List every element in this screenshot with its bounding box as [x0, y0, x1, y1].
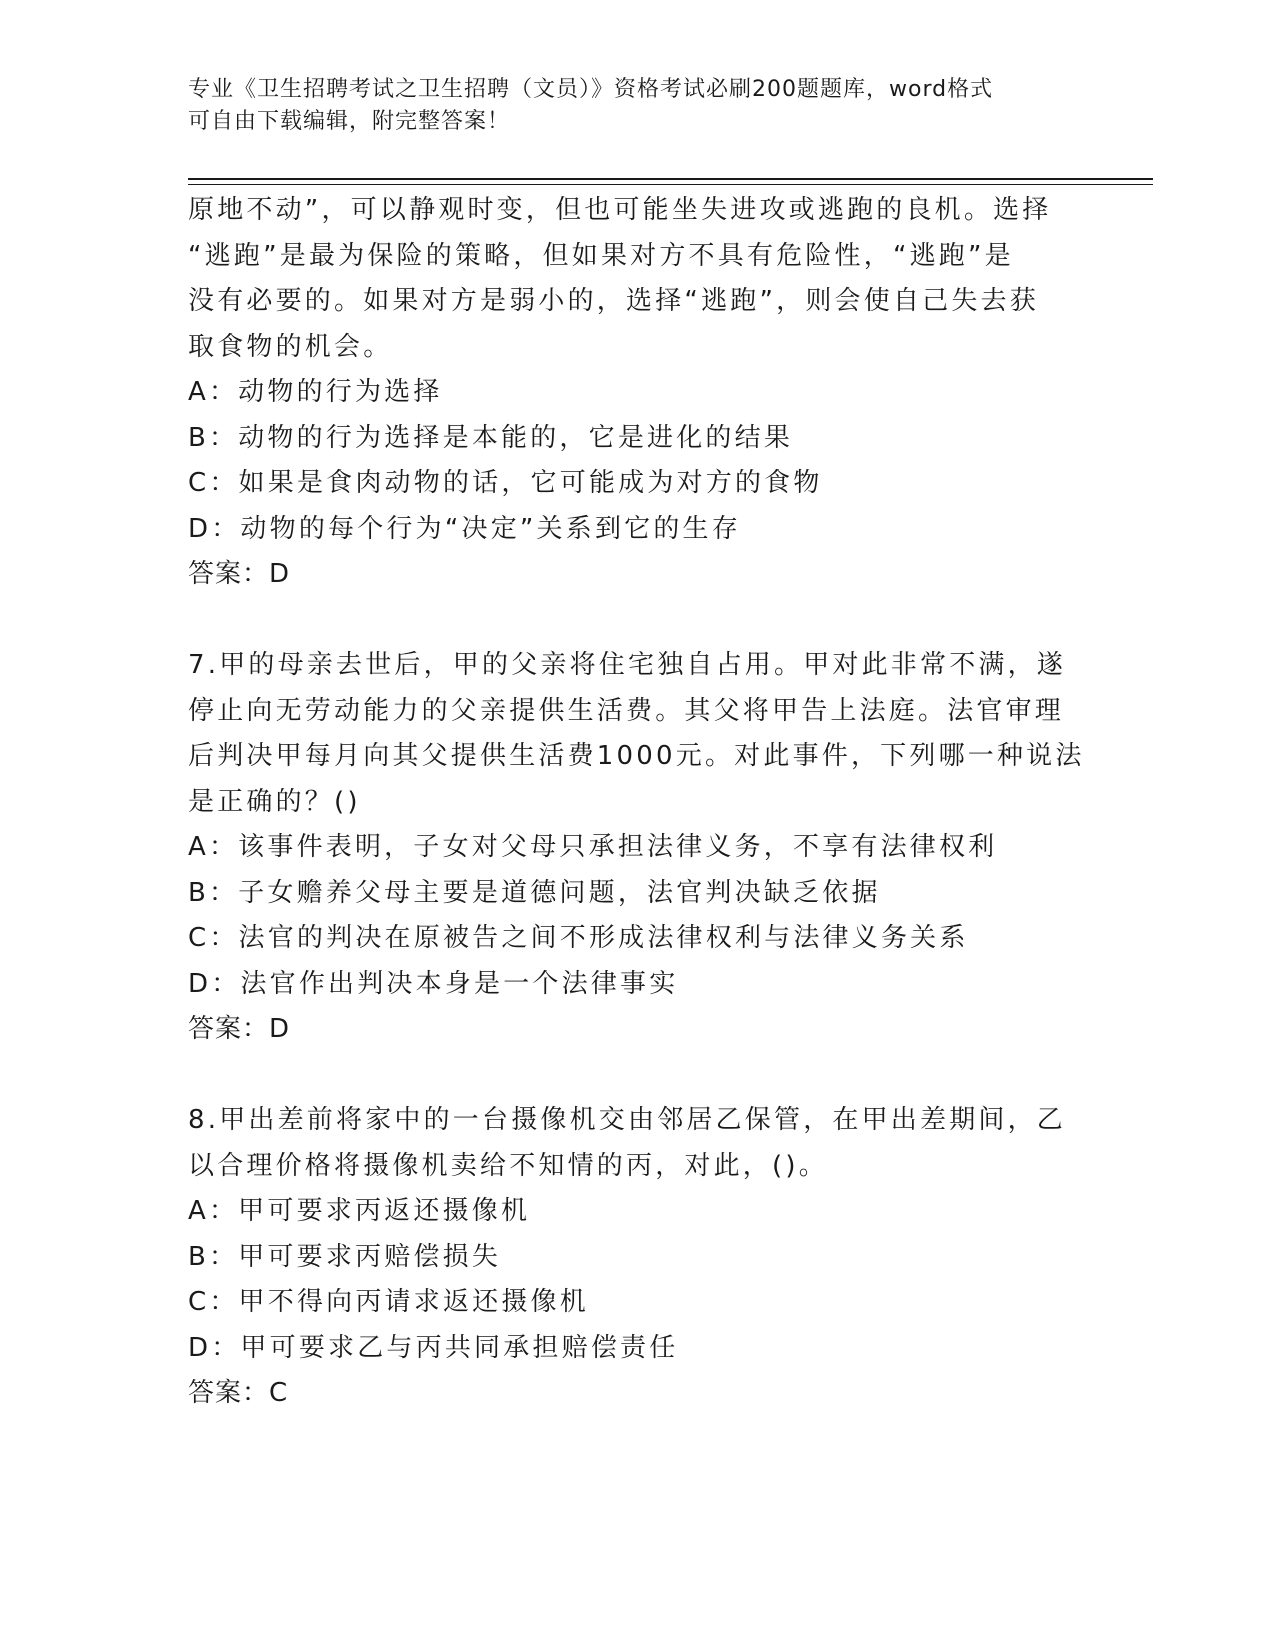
answer-line: 答案：C: [188, 1378, 289, 1408]
option-c: C：法官的判决在原被告之间不形成法律权利与法律义务关系: [188, 923, 969, 953]
option-d: D：法官作出判决本身是一个法律事实: [188, 968, 679, 999]
option-c: C：甲不得向丙请求返还摄像机: [188, 1287, 589, 1317]
header-divider-thin: [188, 184, 1153, 185]
question-text-line: 以合理价格将摄像机卖给不知情的丙，对此，()。: [188, 1150, 828, 1181]
question-6: [188, 188, 1088, 598]
question-text-line: 后判决甲每月向其父提供生活费1000元。对此事件，下列哪一种说法: [188, 741, 1085, 771]
header-divider-thick: [188, 178, 1153, 180]
question-spacer: [188, 598, 1088, 644]
option-a: A：该事件表明，子女对父母只承担法律义务，不享有法律权利: [188, 832, 998, 862]
option-a: A：动物的行为选择: [188, 377, 443, 407]
answer-line: 答案：D: [188, 559, 291, 589]
question-text-line: 没有必要的。如果对方是弱小的，选择“逃跑”，则会使自己失去获: [188, 286, 1039, 316]
question-text-line: 7.甲的母亲去世后，甲的父亲将住宅独自占用。甲对此非常不满，遂: [188, 650, 1067, 680]
question-text-line: “逃跑”是最为保险的策略，但如果对方不具有危险性，“逃跑”是: [188, 240, 1014, 271]
question-text-line: 取食物的机会。: [188, 331, 393, 362]
option-b: B：甲可要求丙赔偿损失: [188, 1241, 502, 1272]
question-text-line: 是正确的？(): [188, 786, 361, 817]
answer-line: 答案：D: [188, 1014, 291, 1044]
question-spacer: [188, 1053, 1088, 1099]
option-d: D：动物的每个行为“决定”关系到它的生存: [188, 513, 741, 544]
question-text-line: 8.甲出差前将家中的一台摄像机交由邻居乙保管，在甲出差期间，乙: [188, 1105, 1067, 1135]
option-b: B：动物的行为选择是本能的，它是进化的结果: [188, 422, 794, 453]
header-title-line-1: 专业《卫生招聘考试之卫生招聘（文员）》资格考试必刷200题题库，word格式: [188, 77, 994, 102]
page-header: [188, 74, 1088, 138]
option-a: A：甲可要求丙返还摄像机: [188, 1196, 531, 1226]
option-b: B：子女赡养父母主要是道德问题，法官判决缺乏依据: [188, 877, 881, 908]
question-text-line: 停止向无劳动能力的父亲提供生活费。其父将甲告上法庭。法官审理: [188, 695, 1065, 726]
question-7: [188, 643, 1088, 1053]
question-text-line: 原地不动”，可以静观时变，但也可能坐失进攻或逃跑的良机。选择: [188, 195, 1052, 225]
document-body: [188, 188, 1088, 1417]
header-title-line-2: 可自由下载编辑，附完整答案！: [188, 109, 511, 134]
option-c: C：如果是食肉动物的话，它可能成为对方的食物: [188, 468, 823, 498]
option-d: D：甲可要求乙与丙共同承担赔偿责任: [188, 1332, 679, 1363]
question-8: [188, 1098, 1088, 1417]
